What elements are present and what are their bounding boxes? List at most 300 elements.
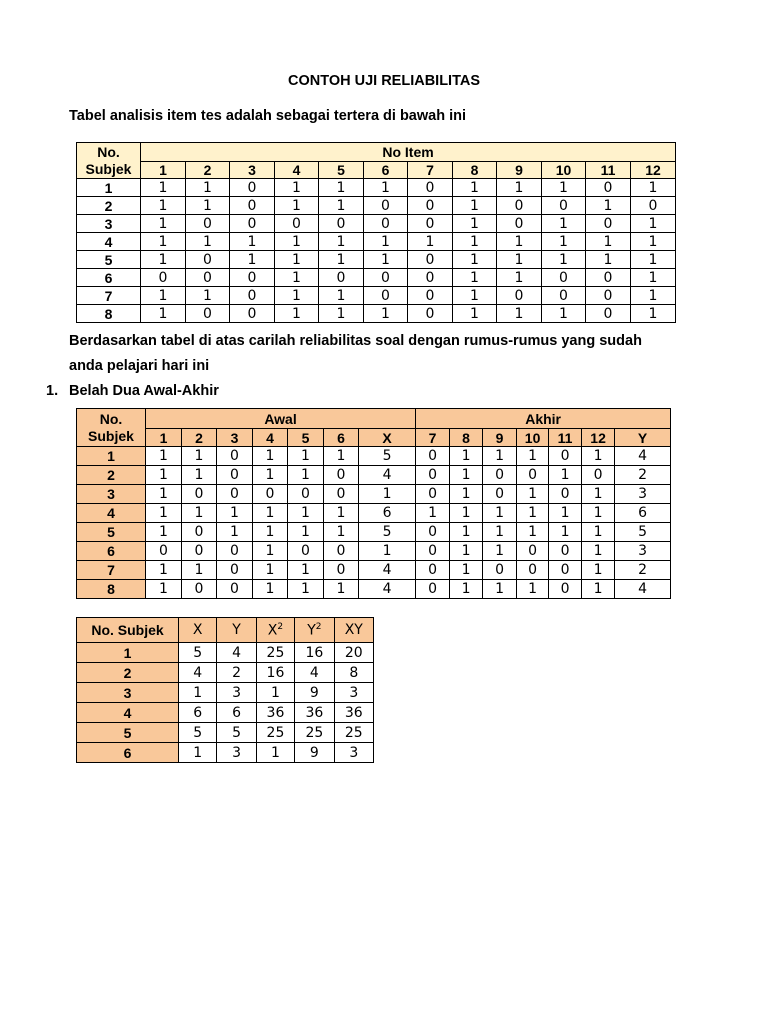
awal-score-cell: 1 xyxy=(146,447,182,466)
item-number-header: 7 xyxy=(408,162,453,179)
score-cell: 0 xyxy=(364,287,408,305)
score-cell: 1 xyxy=(631,251,676,269)
split-subject-header-line1: No. xyxy=(99,410,123,427)
awal-item-header: 3 xyxy=(217,429,253,447)
table-row xyxy=(77,233,676,251)
akhir-score-cell: 0 xyxy=(416,485,450,504)
akhir-score-cell: 1 xyxy=(517,485,549,504)
akhir-score-cell: 0 xyxy=(549,542,582,561)
calculation-table xyxy=(76,617,374,763)
y-total-cell: 3 xyxy=(615,485,671,504)
akhir-score-cell: 0 xyxy=(416,466,450,485)
calc-y-cell: 4 xyxy=(217,643,256,663)
table-row xyxy=(77,179,676,197)
score-cell: 1 xyxy=(319,251,364,269)
awal-score-cell: 0 xyxy=(324,485,359,504)
score-cell: 0 xyxy=(230,269,275,287)
item-number-header: 6 xyxy=(364,162,408,179)
y-total-cell: 3 xyxy=(615,542,671,561)
akhir-score-cell: 1 xyxy=(483,523,517,542)
y-total-header: Y xyxy=(615,429,671,447)
table-row xyxy=(77,561,671,580)
awal-score-cell: 0 xyxy=(182,542,217,561)
subject-header-line1: No. xyxy=(97,143,120,160)
awal-item-header: 5 xyxy=(288,429,324,447)
awal-score-cell: 1 xyxy=(288,447,324,466)
score-cell: 1 xyxy=(319,197,364,215)
score-cell: 1 xyxy=(141,197,186,215)
score-cell: 0 xyxy=(497,287,542,305)
score-cell: 1 xyxy=(275,305,319,323)
akhir-score-cell: 0 xyxy=(416,447,450,466)
score-cell: 1 xyxy=(186,197,230,215)
score-cell: 1 xyxy=(497,179,542,197)
item-number-header: 8 xyxy=(453,162,497,179)
awal-score-cell: 1 xyxy=(253,580,288,599)
item-number-header: 10 xyxy=(542,162,586,179)
score-cell: 1 xyxy=(186,179,230,197)
awal-score-cell: 1 xyxy=(253,447,288,466)
x-total-cell: 5 xyxy=(359,447,416,466)
awal-score-cell: 1 xyxy=(324,580,359,599)
subject-cell: 5 xyxy=(77,251,141,269)
calc-y-cell: 3 xyxy=(217,743,256,763)
table-row xyxy=(77,485,671,504)
akhir-score-cell: 1 xyxy=(483,447,517,466)
awal-score-cell: 0 xyxy=(217,447,253,466)
x-total-cell: 1 xyxy=(359,485,416,504)
score-cell: 0 xyxy=(141,269,186,287)
score-cell: 1 xyxy=(319,287,364,305)
calc-y-header: Y xyxy=(217,618,256,643)
score-cell: 0 xyxy=(230,197,275,215)
score-cell: 0 xyxy=(186,215,230,233)
awal-score-cell: 0 xyxy=(288,485,324,504)
awal-score-cell: 1 xyxy=(253,561,288,580)
score-cell: 1 xyxy=(275,179,319,197)
score-cell: 0 xyxy=(586,269,631,287)
score-cell: 1 xyxy=(364,305,408,323)
akhir-score-cell: 0 xyxy=(517,561,549,580)
table-row xyxy=(77,287,676,305)
score-cell: 1 xyxy=(230,251,275,269)
calc-x2-cell: 16 xyxy=(256,663,294,683)
score-cell: 0 xyxy=(230,305,275,323)
awal-score-cell: 0 xyxy=(324,561,359,580)
akhir-score-cell: 1 xyxy=(517,504,549,523)
split-subject-header xyxy=(77,409,146,447)
awal-header: Awal xyxy=(146,409,416,429)
awal-score-cell: 1 xyxy=(146,523,182,542)
score-cell: 0 xyxy=(230,179,275,197)
calc-x2-cell: 1 xyxy=(256,683,294,703)
subject-cell: 5 xyxy=(77,523,146,542)
score-cell: 1 xyxy=(586,197,631,215)
item-number-header: 4 xyxy=(275,162,319,179)
table-row xyxy=(77,643,374,663)
score-cell: 0 xyxy=(586,287,631,305)
awal-score-cell: 1 xyxy=(288,580,324,599)
akhir-score-cell: 1 xyxy=(416,504,450,523)
akhir-score-cell: 0 xyxy=(517,466,549,485)
akhir-score-cell: 0 xyxy=(416,561,450,580)
akhir-score-cell: 0 xyxy=(416,542,450,561)
calc-x2-cell: 36 xyxy=(256,703,294,723)
calc-xy-cell: 3 xyxy=(334,683,373,703)
y-total-cell: 2 xyxy=(615,561,671,580)
score-cell: 1 xyxy=(319,305,364,323)
x-total-cell: 1 xyxy=(359,542,416,561)
calc-subject-header: No. Subjek xyxy=(77,618,179,643)
table-row xyxy=(77,580,671,599)
akhir-score-cell: 1 xyxy=(549,523,582,542)
akhir-score-cell: 1 xyxy=(549,504,582,523)
subject-cell: 5 xyxy=(77,723,179,743)
score-cell: 0 xyxy=(586,215,631,233)
awal-score-cell: 1 xyxy=(146,466,182,485)
score-cell: 1 xyxy=(141,251,186,269)
instruction-line-2: anda pelajari hari ini xyxy=(69,358,210,374)
calc-y2-cell: 9 xyxy=(295,743,334,763)
awal-score-cell: 1 xyxy=(324,523,359,542)
akhir-item-header: 12 xyxy=(582,429,615,447)
score-cell: 1 xyxy=(453,251,497,269)
score-cell: 1 xyxy=(453,269,497,287)
score-cell: 0 xyxy=(408,179,453,197)
score-cell: 0 xyxy=(542,197,586,215)
score-cell: 0 xyxy=(230,287,275,305)
calc-y-cell: 6 xyxy=(217,703,256,723)
awal-score-cell: 0 xyxy=(288,542,324,561)
score-cell: 0 xyxy=(364,215,408,233)
calc-xy-cell: 36 xyxy=(334,703,373,723)
awal-score-cell: 1 xyxy=(253,523,288,542)
akhir-score-cell: 1 xyxy=(450,504,483,523)
table-row xyxy=(77,215,676,233)
x-total-cell: 4 xyxy=(359,466,416,485)
calc-xy-cell: 8 xyxy=(334,663,373,683)
calc-x-cell: 5 xyxy=(179,723,217,743)
table-row xyxy=(77,703,374,723)
awal-score-cell: 1 xyxy=(253,542,288,561)
subject-header-line2: Subjek xyxy=(85,160,132,177)
x-total-cell: 4 xyxy=(359,561,416,580)
awal-item-header: 4 xyxy=(253,429,288,447)
item-number-header: 12 xyxy=(631,162,676,179)
score-cell: 0 xyxy=(408,287,453,305)
x-total-cell: 6 xyxy=(359,504,416,523)
score-cell: 0 xyxy=(275,215,319,233)
akhir-score-cell: 1 xyxy=(582,523,615,542)
score-cell: 0 xyxy=(408,197,453,215)
awal-score-cell: 1 xyxy=(288,561,324,580)
calc-y-cell: 5 xyxy=(217,723,256,743)
score-cell: 0 xyxy=(186,269,230,287)
awal-score-cell: 0 xyxy=(324,466,359,485)
split-subject-header-line2: Subjek xyxy=(88,427,134,444)
score-cell: 0 xyxy=(364,269,408,287)
table-row xyxy=(77,542,671,561)
subject-cell: 1 xyxy=(77,643,179,663)
awal-score-cell: 0 xyxy=(217,485,253,504)
akhir-score-cell: 0 xyxy=(483,561,517,580)
score-cell: 1 xyxy=(453,287,497,305)
awal-score-cell: 1 xyxy=(146,561,182,580)
awal-score-cell: 0 xyxy=(324,542,359,561)
table-row xyxy=(77,447,671,466)
calc-xy-cell: 3 xyxy=(334,743,373,763)
akhir-score-cell: 1 xyxy=(450,580,483,599)
y-total-cell: 6 xyxy=(615,504,671,523)
score-cell: 1 xyxy=(141,305,186,323)
awal-score-cell: 1 xyxy=(253,466,288,485)
table-row xyxy=(77,251,676,269)
score-cell: 0 xyxy=(586,179,631,197)
awal-score-cell: 0 xyxy=(182,523,217,542)
akhir-score-cell: 1 xyxy=(517,447,549,466)
item-analysis-table xyxy=(76,142,676,323)
akhir-score-cell: 1 xyxy=(582,447,615,466)
score-cell: 1 xyxy=(586,251,631,269)
y-total-cell: 5 xyxy=(615,523,671,542)
calc-x-cell: 1 xyxy=(179,683,217,703)
subject-cell: 6 xyxy=(77,542,146,561)
calc-x2-header xyxy=(256,618,294,643)
score-cell: 1 xyxy=(631,269,676,287)
item-number-header: 5 xyxy=(319,162,364,179)
subject-cell: 4 xyxy=(77,703,179,723)
akhir-score-cell: 1 xyxy=(483,542,517,561)
score-cell: 0 xyxy=(364,197,408,215)
akhir-score-cell: 1 xyxy=(450,447,483,466)
score-cell: 1 xyxy=(586,233,631,251)
score-cell: 1 xyxy=(408,233,453,251)
awal-score-cell: 1 xyxy=(146,580,182,599)
section-number: 1. xyxy=(46,383,59,399)
score-cell: 0 xyxy=(319,269,364,287)
score-cell: 1 xyxy=(631,215,676,233)
score-cell: 1 xyxy=(542,251,586,269)
score-cell: 1 xyxy=(319,179,364,197)
score-cell: 1 xyxy=(542,305,586,323)
calc-y-cell: 2 xyxy=(217,663,256,683)
calc-x-header: X xyxy=(179,618,217,643)
score-cell: 0 xyxy=(230,215,275,233)
calc-x2-cell: 25 xyxy=(256,643,294,663)
akhir-score-cell: 0 xyxy=(549,580,582,599)
akhir-score-cell: 1 xyxy=(582,542,615,561)
score-cell: 0 xyxy=(586,305,631,323)
table-row xyxy=(77,305,676,323)
table-row xyxy=(77,663,374,683)
intro-text: Tabel analisis item tes adalah sebagai tertera di bawah ini xyxy=(69,108,467,124)
score-cell: 1 xyxy=(542,233,586,251)
item-number-header: 11 xyxy=(586,162,631,179)
awal-score-cell: 0 xyxy=(253,485,288,504)
calc-xy-header: XY xyxy=(334,618,373,643)
awal-score-cell: 1 xyxy=(182,504,217,523)
akhir-score-cell: 1 xyxy=(549,466,582,485)
score-cell: 1 xyxy=(497,269,542,287)
akhir-score-cell: 1 xyxy=(450,523,483,542)
score-cell: 1 xyxy=(275,287,319,305)
calc-y2-cell: 9 xyxy=(295,683,334,703)
awal-score-cell: 1 xyxy=(182,561,217,580)
instruction-line-1: Berdasarkan tabel di atas carilah reliabilitas soal dengan rumus-rumus yang sudah xyxy=(69,333,642,349)
score-cell: 1 xyxy=(186,287,230,305)
akhir-score-cell: 1 xyxy=(450,485,483,504)
calc-x-cell: 6 xyxy=(179,703,217,723)
calc-y2-cell: 16 xyxy=(295,643,334,663)
score-cell: 1 xyxy=(275,197,319,215)
calc-y2-cell: 4 xyxy=(295,663,334,683)
table-row xyxy=(77,523,671,542)
awal-score-cell: 0 xyxy=(146,542,182,561)
subject-cell: 3 xyxy=(77,683,179,703)
awal-item-header: 6 xyxy=(324,429,359,447)
score-cell: 1 xyxy=(453,179,497,197)
item-number-header: 1 xyxy=(141,162,186,179)
akhir-score-cell: 0 xyxy=(416,523,450,542)
table-row xyxy=(77,466,671,485)
score-cell: 0 xyxy=(408,251,453,269)
akhir-score-cell: 1 xyxy=(517,523,549,542)
akhir-score-cell: 0 xyxy=(549,561,582,580)
subject-cell: 4 xyxy=(77,233,141,251)
score-cell: 1 xyxy=(275,233,319,251)
awal-score-cell: 0 xyxy=(182,580,217,599)
akhir-score-cell: 0 xyxy=(549,447,582,466)
score-cell: 1 xyxy=(230,233,275,251)
y-total-cell: 2 xyxy=(615,466,671,485)
score-cell: 0 xyxy=(631,197,676,215)
table-row xyxy=(77,504,671,523)
subject-cell: 3 xyxy=(77,485,146,504)
table-row xyxy=(77,723,374,743)
awal-score-cell: 1 xyxy=(182,466,217,485)
calc-xy-cell: 20 xyxy=(334,643,373,663)
akhir-score-cell: 0 xyxy=(549,485,582,504)
subject-cell: 1 xyxy=(77,179,141,197)
akhir-score-cell: 0 xyxy=(483,466,517,485)
awal-score-cell: 1 xyxy=(182,447,217,466)
akhir-score-cell: 1 xyxy=(517,580,549,599)
awal-score-cell: 1 xyxy=(217,523,253,542)
akhir-item-header: 11 xyxy=(549,429,582,447)
akhir-score-cell: 1 xyxy=(582,561,615,580)
score-cell: 1 xyxy=(141,179,186,197)
subject-cell: 7 xyxy=(77,561,146,580)
score-cell: 1 xyxy=(453,215,497,233)
score-cell: 1 xyxy=(186,233,230,251)
akhir-item-header: 9 xyxy=(483,429,517,447)
calc-x2-cell: 25 xyxy=(256,723,294,743)
subject-cell: 6 xyxy=(77,269,141,287)
awal-item-header: 2 xyxy=(182,429,217,447)
score-cell: 1 xyxy=(631,233,676,251)
akhir-item-header: 8 xyxy=(450,429,483,447)
score-cell: 0 xyxy=(408,215,453,233)
awal-score-cell: 1 xyxy=(146,504,182,523)
awal-score-cell: 1 xyxy=(146,485,182,504)
akhir-score-cell: 1 xyxy=(450,542,483,561)
akhir-score-cell: 1 xyxy=(450,466,483,485)
calc-y2-cell: 36 xyxy=(295,703,334,723)
page-title: CONTOH UJI RELIABILITAS xyxy=(288,73,480,89)
score-cell: 1 xyxy=(497,305,542,323)
table-row xyxy=(77,683,374,703)
calc-x-cell: 5 xyxy=(179,643,217,663)
subject-cell: 1 xyxy=(77,447,146,466)
score-cell: 1 xyxy=(275,251,319,269)
calc-y-cell: 3 xyxy=(217,683,256,703)
awal-score-cell: 1 xyxy=(324,447,359,466)
score-cell: 1 xyxy=(141,287,186,305)
akhir-item-header: 7 xyxy=(416,429,450,447)
section-title: Belah Dua Awal-Akhir xyxy=(69,383,219,399)
y-total-cell: 4 xyxy=(615,447,671,466)
score-cell: 0 xyxy=(542,269,586,287)
score-cell: 0 xyxy=(408,305,453,323)
akhir-score-cell: 0 xyxy=(582,466,615,485)
calc-x2-sup: 2 xyxy=(277,621,284,632)
subject-cell: 2 xyxy=(77,663,179,683)
akhir-score-cell: 1 xyxy=(582,504,615,523)
awal-score-cell: 1 xyxy=(288,523,324,542)
score-cell: 1 xyxy=(453,197,497,215)
calc-y2-sup: 2 xyxy=(315,621,322,632)
score-cell: 1 xyxy=(631,305,676,323)
score-cell: 1 xyxy=(631,287,676,305)
score-cell: 1 xyxy=(631,179,676,197)
calc-x2-base: X xyxy=(267,622,278,639)
akhir-score-cell: 1 xyxy=(582,485,615,504)
score-cell: 1 xyxy=(497,233,542,251)
item-group-header: No Item xyxy=(141,143,676,162)
akhir-header: Akhir xyxy=(416,409,671,429)
calc-x-cell: 1 xyxy=(179,743,217,763)
split-half-table xyxy=(76,408,671,599)
subject-cell: 8 xyxy=(77,580,146,599)
item-number-header: 9 xyxy=(497,162,542,179)
calc-x-cell: 4 xyxy=(179,663,217,683)
score-cell: 0 xyxy=(186,251,230,269)
score-cell: 1 xyxy=(364,251,408,269)
item-number-header: 2 xyxy=(186,162,230,179)
score-cell: 0 xyxy=(408,269,453,287)
akhir-score-cell: 0 xyxy=(517,542,549,561)
awal-score-cell: 1 xyxy=(253,504,288,523)
score-cell: 1 xyxy=(364,233,408,251)
awal-score-cell: 1 xyxy=(217,504,253,523)
score-cell: 1 xyxy=(453,305,497,323)
awal-score-cell: 1 xyxy=(324,504,359,523)
score-cell: 1 xyxy=(453,233,497,251)
x-total-cell: 5 xyxy=(359,523,416,542)
score-cell: 0 xyxy=(542,287,586,305)
subject-cell: 7 xyxy=(77,287,141,305)
table-row xyxy=(77,269,676,287)
calc-y2-header xyxy=(295,618,334,643)
awal-score-cell: 0 xyxy=(217,466,253,485)
calc-x2-cell: 1 xyxy=(256,743,294,763)
awal-score-cell: 1 xyxy=(288,466,324,485)
akhir-score-cell: 0 xyxy=(416,580,450,599)
akhir-score-cell: 1 xyxy=(483,580,517,599)
subject-cell: 3 xyxy=(77,215,141,233)
subject-cell: 2 xyxy=(77,197,141,215)
akhir-score-cell: 0 xyxy=(483,485,517,504)
